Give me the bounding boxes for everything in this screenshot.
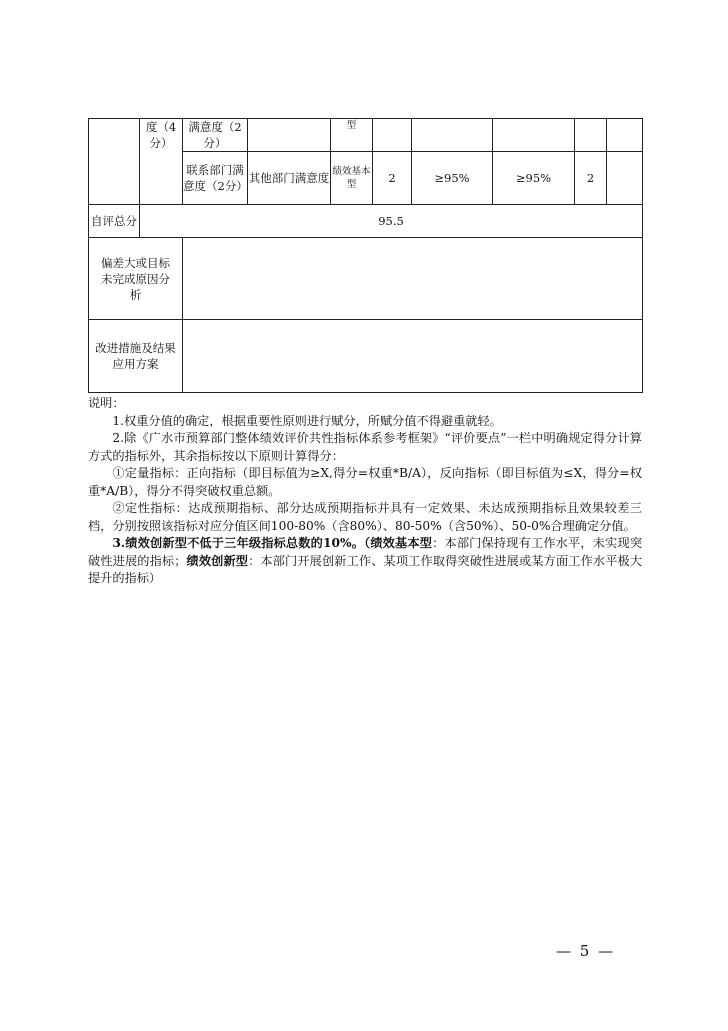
table-cell-total-value: 95.5	[140, 205, 643, 238]
table-cell: ≥95%	[412, 152, 493, 205]
table-cell	[248, 119, 331, 152]
note-2b: ②定性指标：达成预期指标、部分达成预期指标并具有一定效果、未达成预期指标且效果较差三档，分别按照该指标对应分值区间100-80%（含80%）、80-50%（含50%）、50-0%合理确定分值。	[88, 501, 642, 533]
note-2a: ①定量指标：正向指标（即目标值为≥X,得分=权重*B/A），反向指标（即目标值为≤X，得分=权重*A/B），得分不得突破权重总额。	[88, 466, 642, 498]
table-cell: 联系部门满意度（2分）	[183, 152, 248, 205]
table-cell-deviation-value	[183, 238, 643, 320]
note-3-bold-2: 绩效创新型	[186, 553, 249, 568]
table-row	[89, 238, 643, 320]
table-cell-improve-value	[183, 320, 643, 393]
table-cell	[607, 119, 643, 152]
note-3	[88, 535, 642, 588]
table-cell-improve-label: 改进措施及结果应用方案	[89, 320, 183, 393]
table-row	[89, 205, 643, 238]
table-cell: 2	[373, 152, 412, 205]
notes-title: 说明：	[88, 396, 125, 410]
note-3-bold-1: 3.绩效创新型不低于三年级指标总数的10%。（绩效基本型	[112, 536, 433, 550]
table-cell	[89, 119, 140, 205]
table-row	[89, 320, 643, 393]
table-cell: 2	[575, 152, 607, 205]
table-cell: 度（4分）	[140, 119, 183, 205]
table-cell: 绩效基本型	[331, 152, 373, 205]
table-cell	[412, 119, 493, 152]
notes-section	[88, 395, 642, 588]
table-cell	[575, 119, 607, 152]
evaluation-table	[88, 118, 643, 393]
table-cell: ≥95%	[493, 152, 575, 205]
note-3-text-2: ：本部门开展创新工作、某项工作取得突破性进展或某方面工作水平极大提升的指标）	[88, 553, 643, 585]
table-cell	[373, 119, 412, 152]
table-row	[89, 119, 643, 152]
table-cell: 型	[331, 119, 373, 152]
table-cell	[493, 119, 575, 152]
note-1: 1.权重分值的确定，根据重要性原则进行赋分，所赋分值不得避重就轻。	[112, 413, 502, 428]
table-cell	[607, 152, 643, 205]
table-cell-deviation-label: 偏差大或目标未完成原因分析	[89, 238, 183, 320]
note-2: 2.除《广水市预算部门整体绩效评价共性指标体系参考框架》“评价要点”一栏中明确规定得分计算方式的指标外，其余指标按以下原则计算得分：	[88, 431, 642, 463]
page-number: — 5 —	[556, 942, 616, 960]
table-cell: 满意度（2分）	[183, 119, 248, 152]
table-cell-total-label: 自评总分	[89, 205, 140, 238]
table-cell: 其他部门满意度	[248, 152, 331, 205]
note-3-text-1: ：本部门保持现有工作水平，未实现突破性进展的指标；	[88, 536, 643, 568]
